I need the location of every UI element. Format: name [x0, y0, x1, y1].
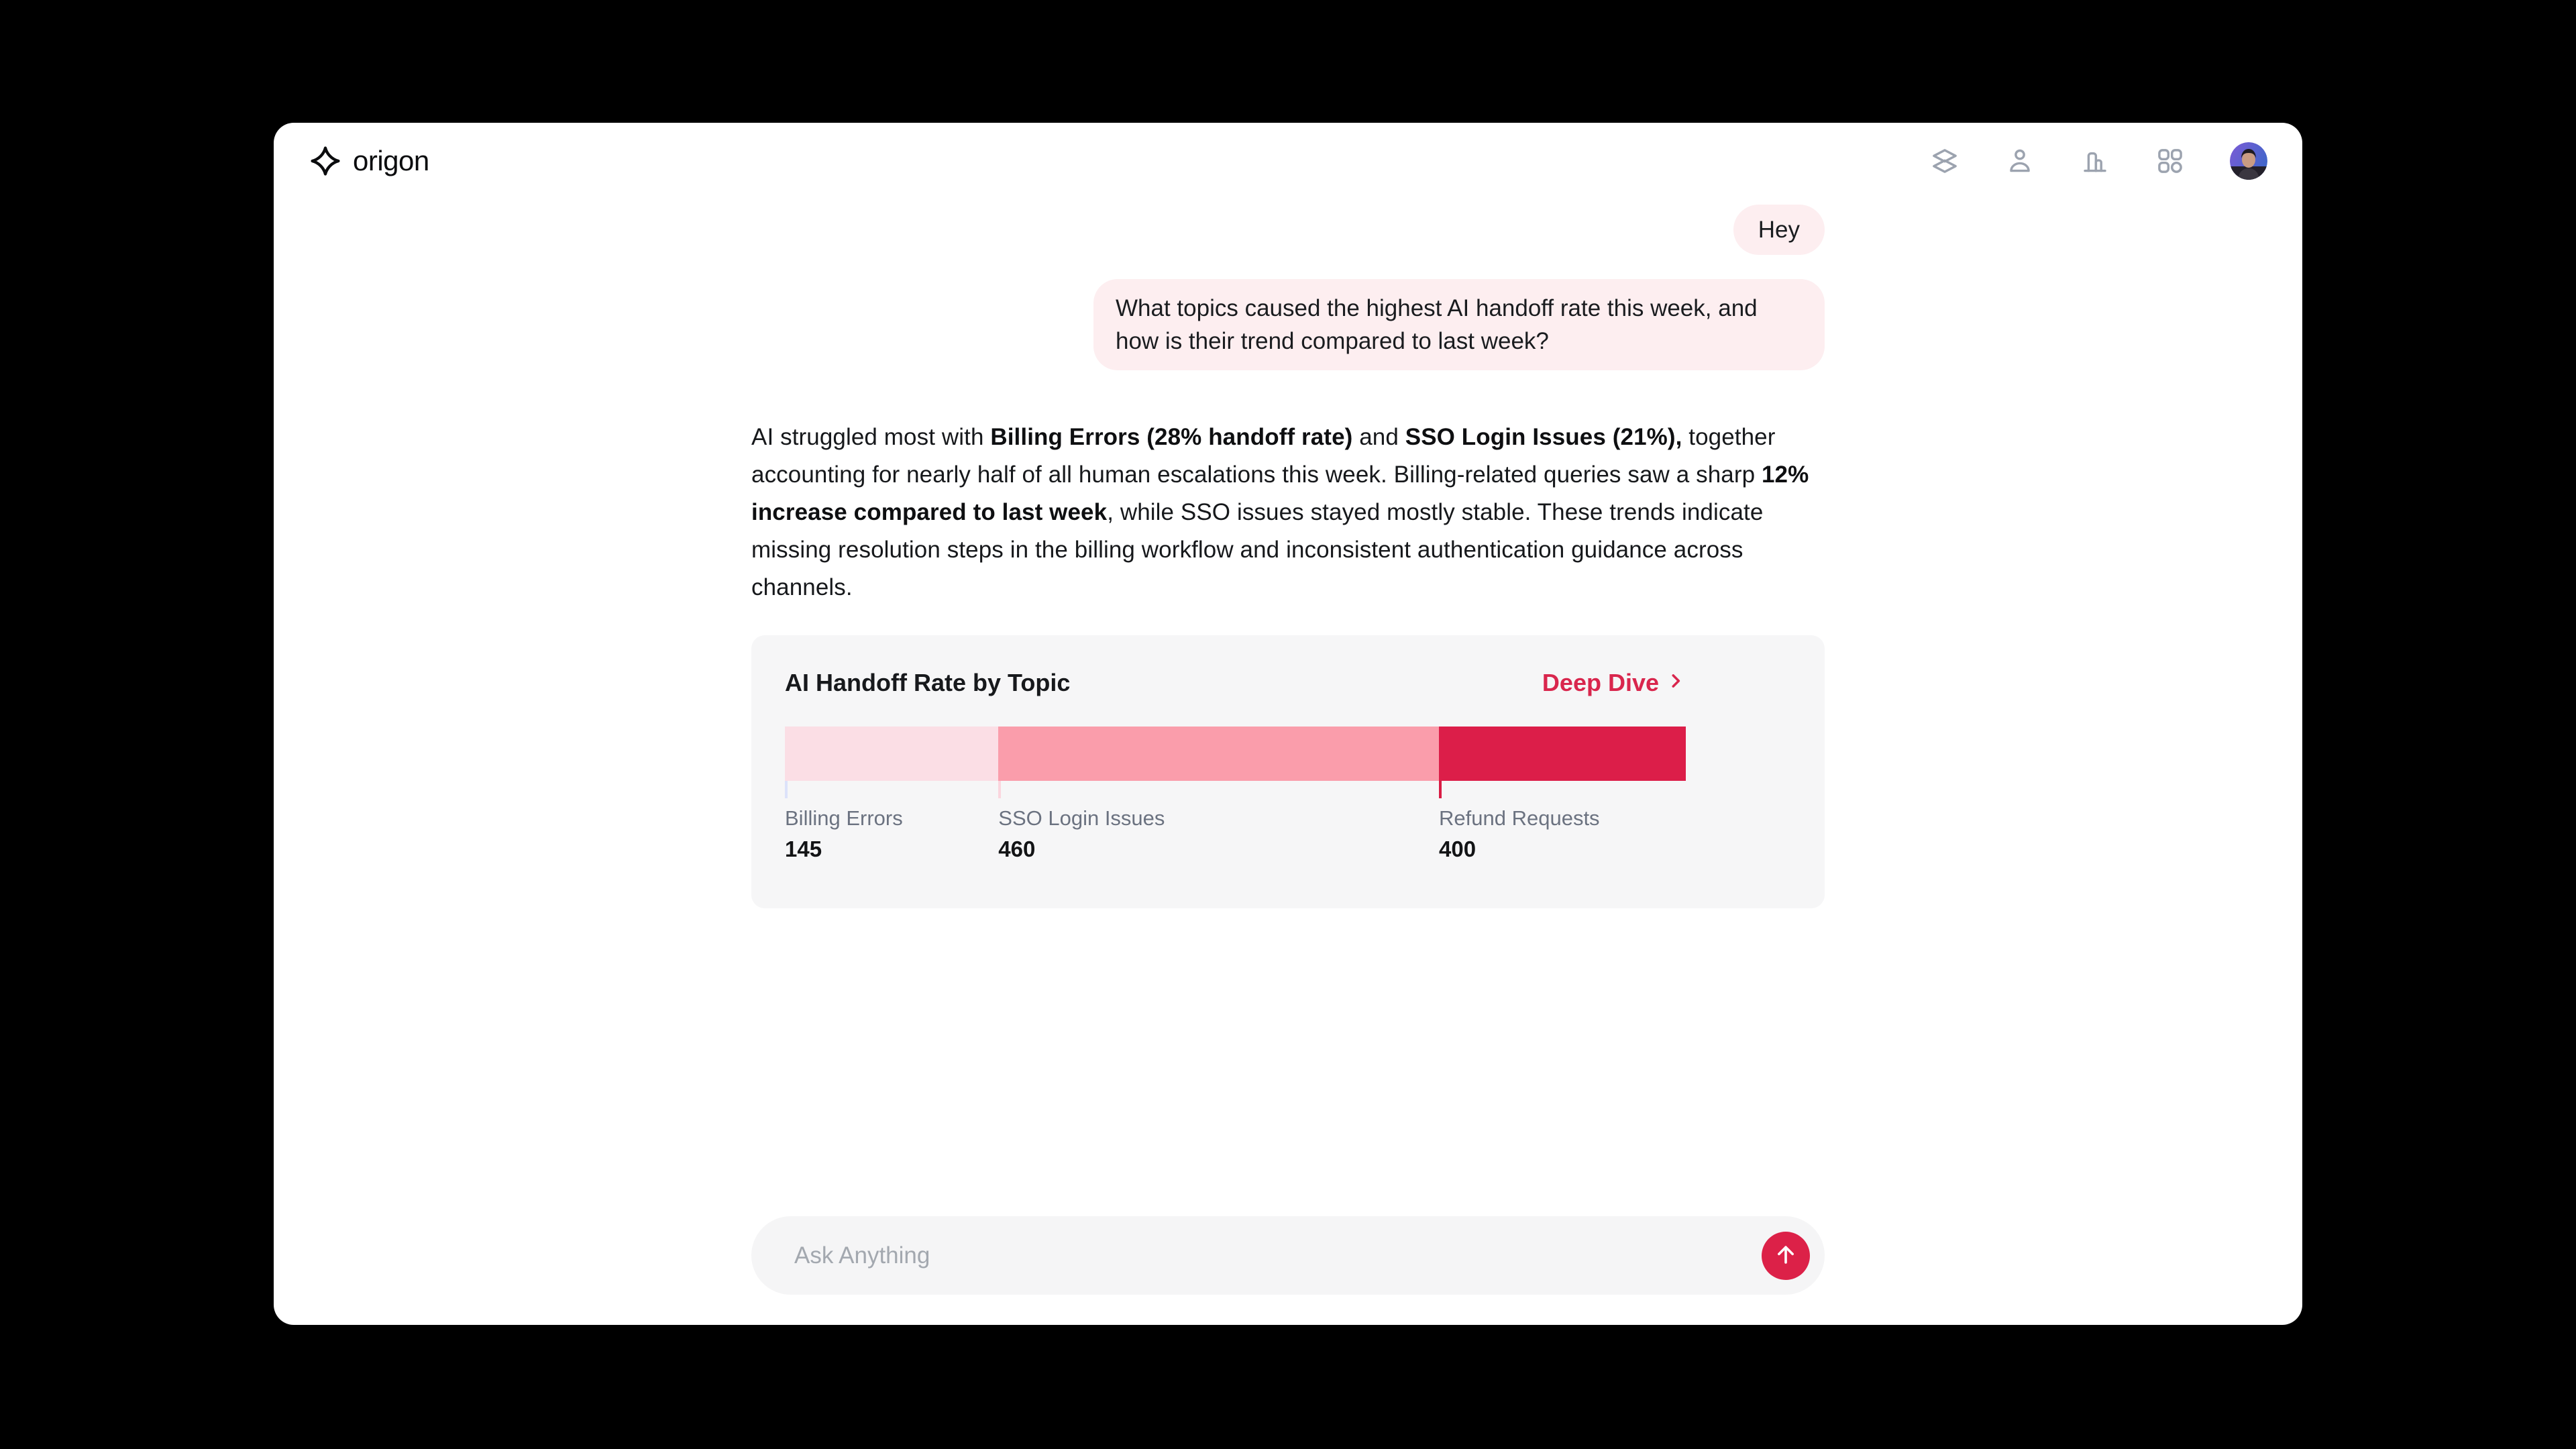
message-composer [751, 1216, 1825, 1295]
segment-label-billing-errors: Billing Errors 145 [785, 806, 903, 861]
chevron-right-icon [1666, 669, 1686, 697]
bar-segment-billing-errors [785, 727, 998, 781]
arrow-up-icon [1773, 1242, 1799, 1269]
sparkle-logo-icon [309, 144, 342, 178]
ask-anything-input[interactable] [794, 1242, 1762, 1269]
segment-tick [998, 781, 1001, 798]
header-actions [1929, 142, 2267, 180]
brand-logo [309, 144, 429, 178]
deep-dive-label: Deep Dive [1542, 669, 1659, 696]
card-title: AI Handoff Rate by Topic [785, 669, 1071, 696]
chat-thread [751, 199, 1825, 908]
segment-label-sso-login-issues: SSO Login Issues 460 [998, 806, 1165, 861]
bar-segment-refund-requests [1439, 727, 1686, 781]
segment-label-refund-requests: Refund Requests 400 [1439, 806, 1600, 861]
apps-grid-icon[interactable] [2155, 146, 2186, 176]
bar-segment-sso-login-issues [998, 727, 1439, 781]
segment-tick [1439, 781, 1442, 798]
layers-icon[interactable] [1929, 146, 1960, 176]
brand-name: origon [353, 145, 429, 176]
user-message-bubble: What topics caused the highest AI handoff rate this week, and how is their trend compared to last week? [1093, 279, 1825, 370]
handoff-rate-card [751, 635, 1825, 908]
send-button[interactable] [1762, 1232, 1810, 1280]
chart-buildings-icon[interactable] [2080, 146, 2110, 176]
card-header [785, 669, 1686, 697]
segment-tick [785, 781, 788, 798]
bar-track [785, 727, 1686, 781]
assistant-message: AI struggled most with Billing Errors (28% handoff rate) and SSO Login Issues (21%), together accounting for nearly half of all human escalations this week. Billing-related queries saw a sharp 12% increase compared to last week, while SSO issues stayed mostly stable. These trends indicate missing resolution steps in the billing workflow and inconsistent authentication guidance across channels. [751, 424, 1809, 600]
user-icon[interactable] [2004, 146, 2035, 176]
user-message-bubble: Hey [1733, 205, 1825, 255]
user-avatar[interactable] [2230, 142, 2267, 180]
app-window [274, 123, 2302, 1325]
stacked-bar-chart [785, 727, 1686, 884]
top-bar [274, 123, 2302, 199]
deep-dive-link[interactable] [1542, 669, 1686, 697]
